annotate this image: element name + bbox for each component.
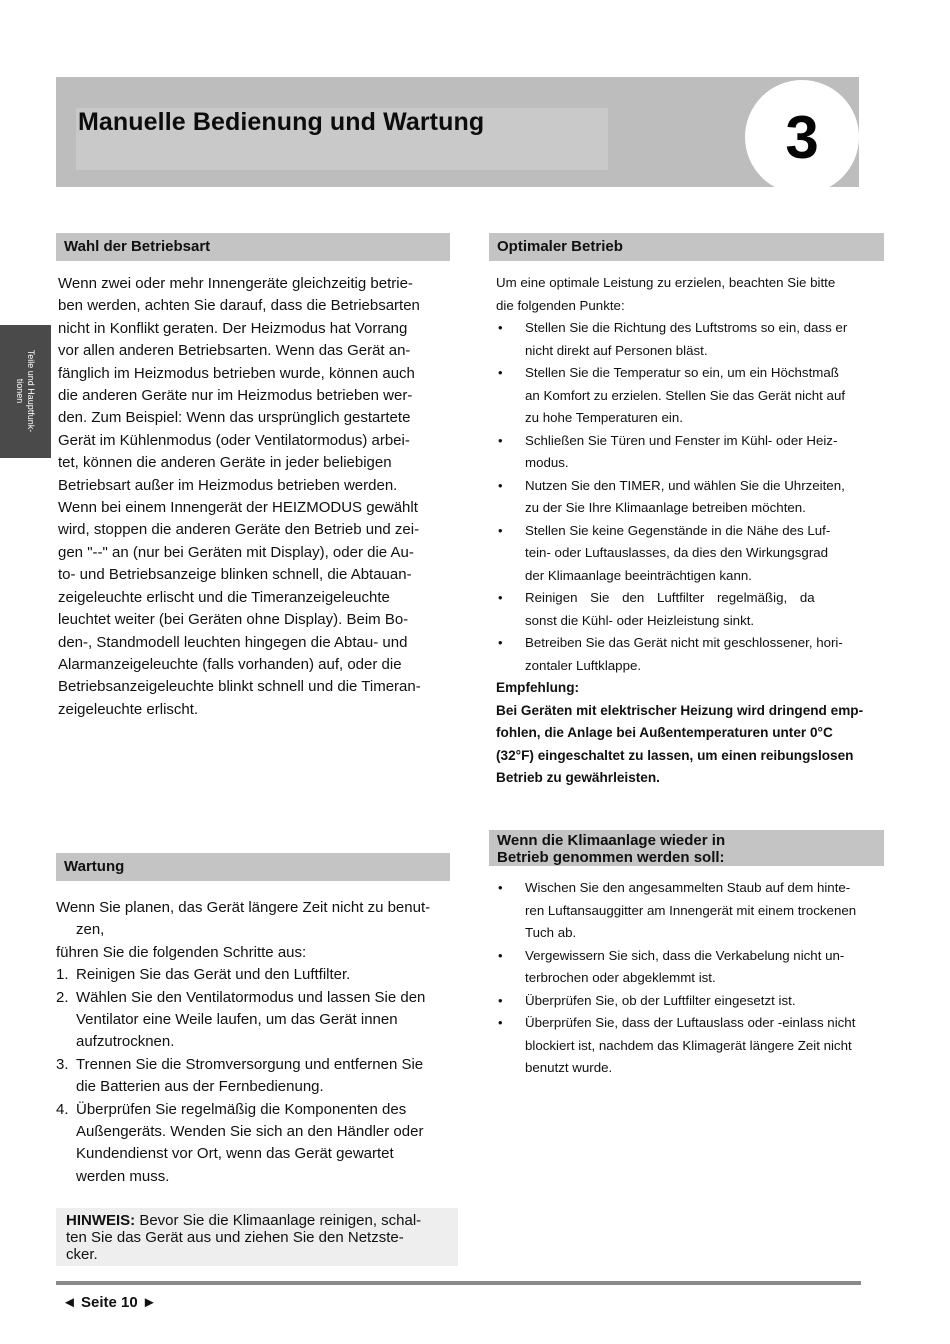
wahl-paragraph — [58, 273, 458, 721]
list-item-line: der Klimaanlage beeinträchtigen kann. — [525, 567, 752, 583]
chapter-number-badge: 3 — [745, 80, 859, 194]
intro-line: Wenn Sie planen, das Gerät längere Zeit nicht zu benut- — [56, 899, 431, 916]
list-item-line: • Stellen Sie keine Gegenstände in die Nähe des Luf- — [525, 522, 831, 538]
note-line: cker. — [66, 1246, 98, 1263]
list-item-line: zu der Sie Ihre Klimaanlage betreiben möchten. — [525, 500, 806, 515]
list-item-line: • Vergewissern Sie sich, dass die Verkabelung nicht un- — [525, 947, 845, 963]
text-line: Betriebsart außer im Heizmodus betrieben werden. — [58, 476, 398, 494]
hinweis-note — [56, 1208, 458, 1266]
recommendation-text — [496, 700, 886, 790]
text-line: vor allen anderen Betriebsarten. Wenn das Gerät an- — [58, 342, 411, 360]
list-item — [56, 987, 456, 1054]
step-line: Trennen Sie die Stromversorgung und entfernen Sie — [76, 1055, 424, 1073]
text-line: wird, stoppen die anderen Geräte den Betrieb und zei- — [58, 521, 420, 539]
intro-line: führen Sie die folgenden Schritte aus: — [56, 943, 307, 961]
list-item-line: zu hohe Temperaturen ein. — [525, 410, 683, 425]
intro-line: die folgenden Punkte: — [496, 297, 625, 313]
list-item-line: benutzt wurde. — [525, 1060, 613, 1075]
text-line: zeigeleuchte erlischt und die Timeranzeigeleuchte — [58, 588, 390, 606]
wartung-steps — [56, 964, 456, 1188]
text-line: Betriebsanzeigeleuchte blinkt schnell und die Timeran- — [58, 678, 421, 696]
text-line: Gerät im Kühlenmodus (oder Ventilatormodus) arbei- — [58, 431, 410, 449]
step-line: Reinigen Sie das Gerät und den Luftfilter. — [76, 966, 351, 984]
section-heading-line: Wenn die Klimaanlage wieder in — [497, 832, 726, 849]
list-item-line: • Stellen Sie die Temperatur so ein, um ein Höchstmaß — [525, 365, 839, 380]
list-item-line: nicht direkt auf Personen bläst. — [525, 342, 708, 358]
recommendation-line: Betrieb zu gewährleisten. — [496, 770, 660, 785]
text-line: Alarmanzeigeleuchte (falls vorhanden) auf, oder die — [58, 655, 402, 673]
text-line: tet, können die anderen Geräte in jeder beliebigen — [58, 454, 392, 472]
wartung-content — [56, 897, 456, 1188]
text-line: to- und Betriebsanzeige blinken schnell, die Abtauan- — [58, 566, 412, 584]
step-line: Kundendienst vor Ort, wenn das Gerät gewartet — [76, 1145, 394, 1163]
optimal-bullet-list — [496, 317, 886, 677]
restart-bullet-list — [496, 877, 888, 1080]
list-item — [496, 945, 888, 990]
list-item — [496, 430, 886, 475]
note-line: ten Sie das Gerät aus und ziehen Sie den Netzste- — [66, 1229, 404, 1246]
text-line: gen "--" an (nur bei Geräten mit Display), oder die Au- — [58, 543, 414, 561]
note-label: HINWEIS: — [66, 1212, 136, 1229]
section-heading-optimal — [489, 233, 884, 261]
text-line: leuchtet weiter (bei Geräten ohne Display). Beim Bo- — [58, 611, 409, 629]
list-item — [496, 1012, 888, 1080]
text-line: Wenn bei einem Innengerät der HEIZMODUS gewählt — [58, 499, 418, 517]
list-item — [496, 587, 886, 632]
side-tab-line: tionen — [15, 378, 25, 404]
step-number: 4. — [56, 1100, 69, 1118]
step-number: 3. — [56, 1055, 69, 1073]
list-item-line: zontaler Luftklappe. — [525, 657, 642, 673]
recommendation-line: fohlen, die Anlage bei Außentemperaturen unter 0°C — [496, 725, 833, 740]
list-item-line: Tuch ab. — [525, 925, 577, 940]
list-item-line: sonst die Kühl- oder Heizleistung sinkt. — [525, 612, 755, 628]
side-tab-label — [14, 331, 36, 451]
list-item-line: ren Luftansauggitter am Innengerät mit einem trockenen — [525, 902, 857, 918]
chapter-title: Manuelle Bedienung und Wartung — [78, 108, 485, 136]
list-item-line: tein- oder Luftauslasses, da dies den Wirkungsgrad — [525, 545, 829, 560]
list-item — [496, 990, 888, 1013]
list-item-line: terbrochen oder abgeklemmt ist. — [525, 970, 716, 985]
section-heading-text: Wahl der Betriebsart — [64, 238, 211, 255]
text-line: die anderen Geräte nur im Heizmodus betrieben wer- — [58, 387, 413, 405]
step-line: Wählen Sie den Ventilatormodus und lassen Sie den — [76, 988, 426, 1006]
list-item — [496, 632, 886, 677]
step-number: 1. — [56, 966, 69, 984]
list-item — [496, 317, 886, 362]
text-line: ben werden, achten Sie darauf, dass die Betriebsarten — [58, 297, 420, 315]
list-item-line: • Überprüfen Sie, dass der Luftauslass oder -einlass nicht — [525, 1015, 856, 1030]
list-item — [496, 362, 886, 430]
list-item — [496, 877, 888, 945]
recommendation-line: (32°F) eingeschaltet zu lassen, um einen reibungslosen — [496, 747, 854, 763]
section-heading-wartung — [56, 853, 450, 881]
step-line: die Batterien aus der Fernbedienung. — [76, 1078, 324, 1096]
note-text: Bevor Sie die Klimaanlage reinigen, schal- — [135, 1212, 422, 1229]
text-line: fänglich im Heizmodus betrieben wurde, können auch — [58, 364, 415, 382]
list-item-line: • Reinigen Sie den Luftfilter regelmäßig, da — [525, 590, 815, 605]
recommendation-line: Bei Geräten mit elektrischer Heizung wird dringend emp- — [496, 702, 864, 718]
text-line: Wenn zwei oder mehr Innengeräte gleichzeitig betrie- — [58, 275, 413, 292]
section-heading-wahl — [56, 233, 450, 261]
side-tab-line: Teile und Hauptfunk- — [26, 349, 36, 433]
text-line: zeigeleuchte erlischt. — [58, 700, 199, 718]
step-line: Überprüfen Sie regelmäßig die Komponenten des — [76, 1100, 407, 1118]
section-heading-text: Optimaler Betrieb — [497, 238, 623, 255]
step-line: werden muss. — [76, 1167, 170, 1185]
text-line: den-, Standmodell leuchten hingegen die Abtau- und — [58, 633, 408, 651]
footer-divider — [56, 1281, 861, 1285]
section-heading-line: Betrieb genommen werden soll: — [497, 849, 725, 866]
intro-line: zen, — [76, 921, 105, 939]
list-item — [56, 964, 456, 986]
list-item-line: • Wischen Sie den angesammelten Staub auf dem hinte- — [525, 880, 851, 895]
section-heading-restart — [489, 830, 884, 866]
text-line: den. Zum Beispiel: Wenn das ursprünglich gestartete — [58, 409, 411, 427]
text-line: nicht in Konflikt geraten. Der Heizmodus hat Vorrang — [58, 319, 408, 337]
recommendation-label: Empfehlung: — [496, 680, 580, 695]
page-number: ◄ Seite 10 ► — [62, 1294, 157, 1311]
restart-content — [496, 877, 888, 1080]
step-line: Ventilator eine Weile laufen, um das Gerät innen — [76, 1011, 398, 1029]
optimal-content — [496, 272, 886, 790]
list-item-line: modus. — [525, 455, 569, 470]
list-item-line: an Komfort zu erzielen. Stellen Sie das Gerät nicht auf — [525, 387, 846, 403]
step-line: aufzutrocknen. — [76, 1033, 175, 1051]
list-item-line: • Nutzen Sie den TIMER, und wählen Sie die Uhrzeiten, — [525, 477, 845, 493]
note-line — [66, 1212, 448, 1229]
list-item — [496, 520, 886, 588]
list-item-line: • Betreiben Sie das Gerät nicht mit geschlossener, hori- — [525, 635, 843, 650]
list-item-line: • Stellen Sie die Richtung des Luftstroms so ein, dass er — [525, 320, 848, 335]
list-item — [496, 475, 886, 520]
list-item-line: • Überprüfen Sie, ob der Luftfilter eingesetzt ist. — [525, 992, 796, 1008]
step-line: Außengeräts. Wenden Sie sich an den Händler oder — [76, 1123, 424, 1141]
step-number: 2. — [56, 988, 69, 1006]
list-item-line: blockiert ist, nachdem das Klimagerät längere Zeit nicht — [525, 1037, 852, 1053]
section-heading-text: Wartung — [64, 858, 125, 875]
list-item — [56, 1099, 456, 1189]
intro-line: Um eine optimale Leistung zu erzielen, beachten Sie bitte — [496, 275, 836, 290]
list-item-line: • Schließen Sie Türen und Fenster im Kühl- oder Heiz- — [525, 432, 838, 448]
list-item — [56, 1054, 456, 1099]
